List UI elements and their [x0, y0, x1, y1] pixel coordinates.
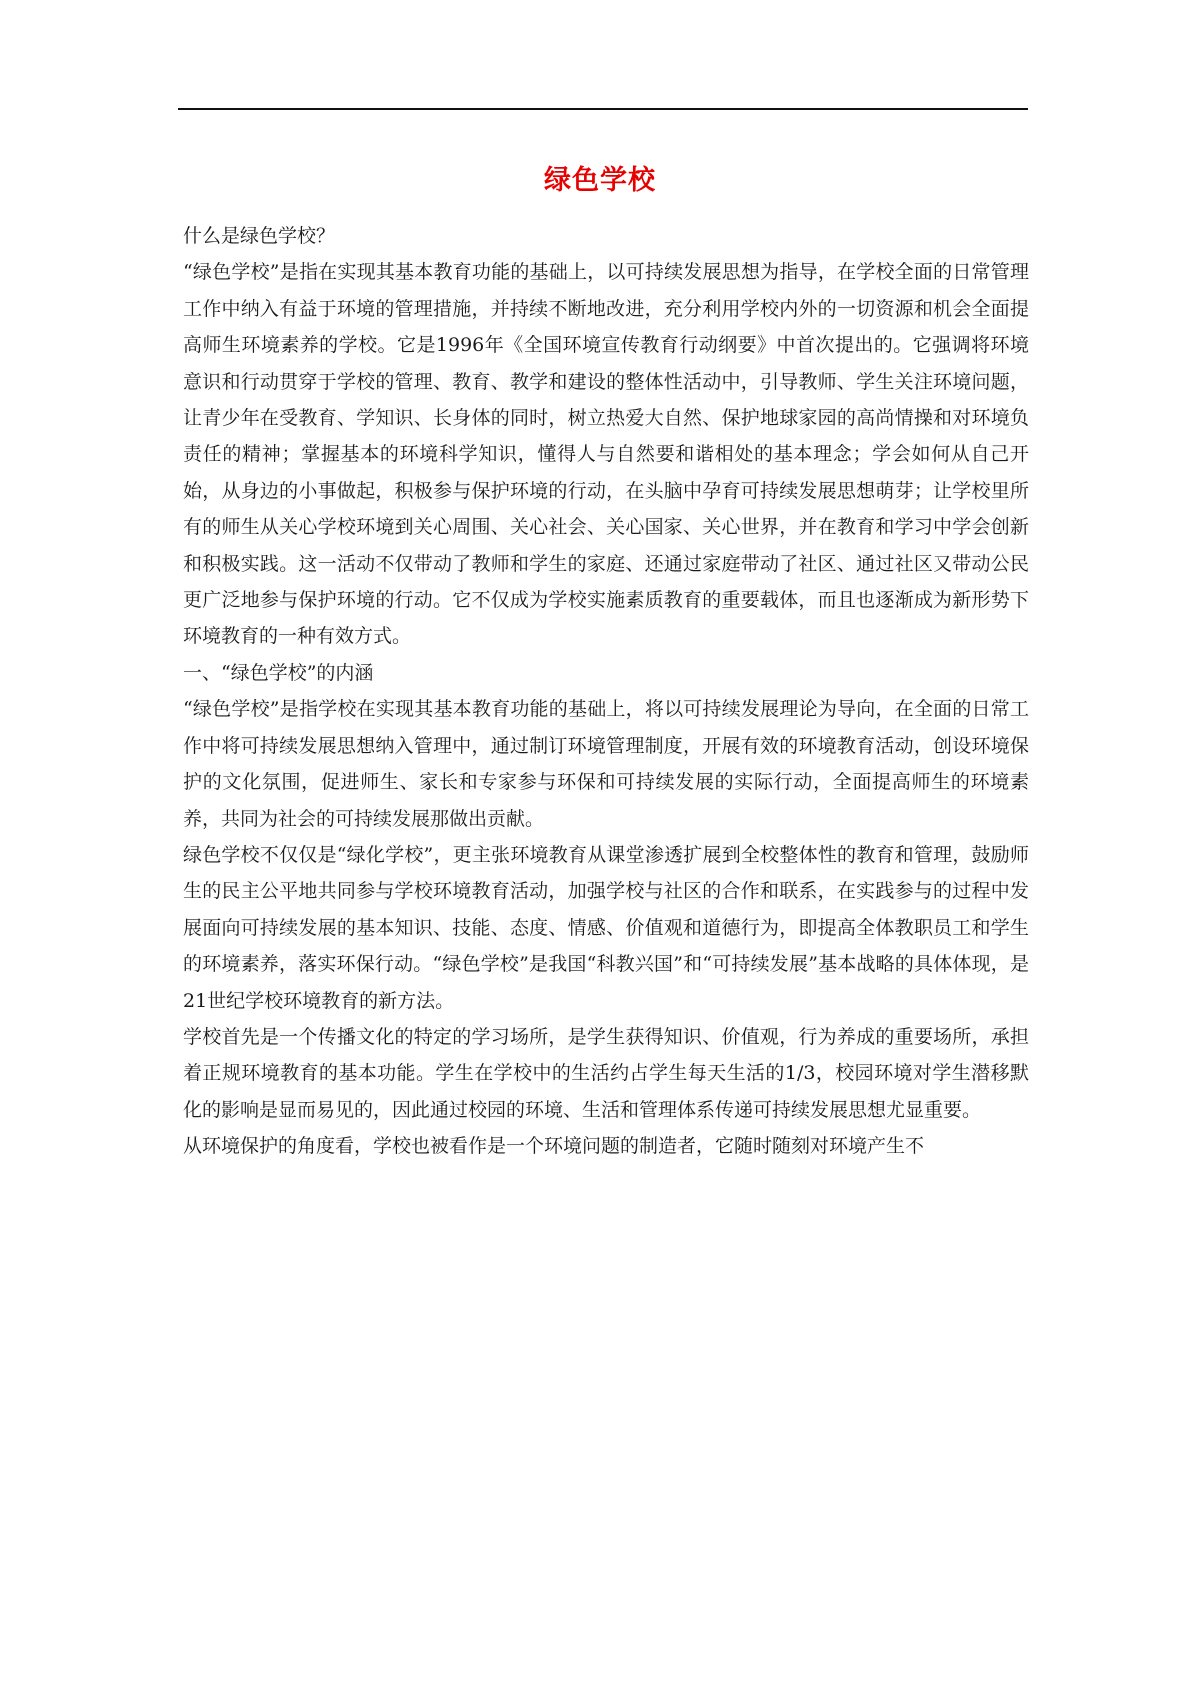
- paragraph-green-not-only-greening: 绿色学校不仅仅是“绿化学校”，更主张环境教育从课堂渗透扩展到全校整体性的教育和管理，鼓励师生的民主公平地共同参与学校环境教育活动，加强学校与社区的合作和联系，在实践参与的过程中发展面向可持续发展的基本知识、技能、态度、情感、价值观和道德行为，即提高全体教职员工和学生的环境素养，落实环保行动。“绿色学校”是我国“科教兴国”和“可持续发展”基本战略的具体体现，是21世纪学校环境教育的新方法。: [183, 843, 1029, 1012]
- page-title: 绿色学校: [544, 165, 656, 196]
- paragraph-definition: “绿色学校”是指在实现其基本教育功能的基础上，以可持续发展思想为指导，在学校全面的日常管理工作中纳入有益于环境的管理措施，并持续不断地改进，充分利用学校内外的一切资源和机会全面提高师生环境素养的学校。它是1996年《全国环境宣传教育行动纲要》中首次提出的。它强调将环境意识和行动贯穿于学校的管理、教育、教学和建设的整体性活动中，引导教师、学生关注环境问题，让青少年在受教育、学知识、长身体的同时，树立热爱大自然、保护地球家园的高尚情操和对环境负责任的精神；掌握基本的环境科学知识，懂得人与自然要和谐相处的基本理念；学会如何从自己开始，从身边的小事做起，积极参与保护环境的行动，在头脑中孕育可持续发展思想萌芽；让学校里所有的师生从关心学校环境到关心周围、关心社会、关心国家、关心世界，并在教育和学习中学会创新和积极实践。这一活动不仅带动了教师和学生的家庭、还通过家庭带动了社区、通过社区又带动公民更广泛地参与保护环境的行动。它不仅成为学校实施素质教育的重要载体，而且也逐渐成为新形势下环境教育的一种有效方式。: [183, 261, 1029, 648]
- header-rule: [178, 108, 1028, 110]
- question-heading: 什么是绿色学校？: [183, 225, 336, 247]
- paragraph-connotation: “绿色学校”是指学校在实现其基本教育功能的基础上，将以可持续发展理论为导向，在全面的日常工作中将可持续发展思想纳入管理中，通过制订环境管理制度，开展有效的环境教育活动，创设环境保护的文化氛围，促进师生、家长和专家参与环保和可持续发展的实际行动，全面提高师生的环境素养，共同为社会的可持续发展那做出贡献。: [183, 698, 1029, 830]
- paragraph-school-learning-place: 学校首先是一个传播文化的特定的学习场所，是学生获得知识、价值观，行为养成的重要场所，承担着正规环境教育的基本功能。学生在学校中的生活约占学生每天生活的1/3，校园环境对学生潜移默化的影响是显而易见的，因此通过校园的环境、生活和管理体系传递可持续发展思想尤显重要。: [183, 1025, 1029, 1121]
- paragraph-environmental-perspective: 从环境保护的角度看，学校也被看作是一个环境问题的制造者，它随时随刻对环境产生不: [183, 1135, 925, 1158]
- section-heading-connotation: 一、“绿色学校”的内涵: [183, 661, 374, 684]
- document-body: [183, 218, 1029, 1165]
